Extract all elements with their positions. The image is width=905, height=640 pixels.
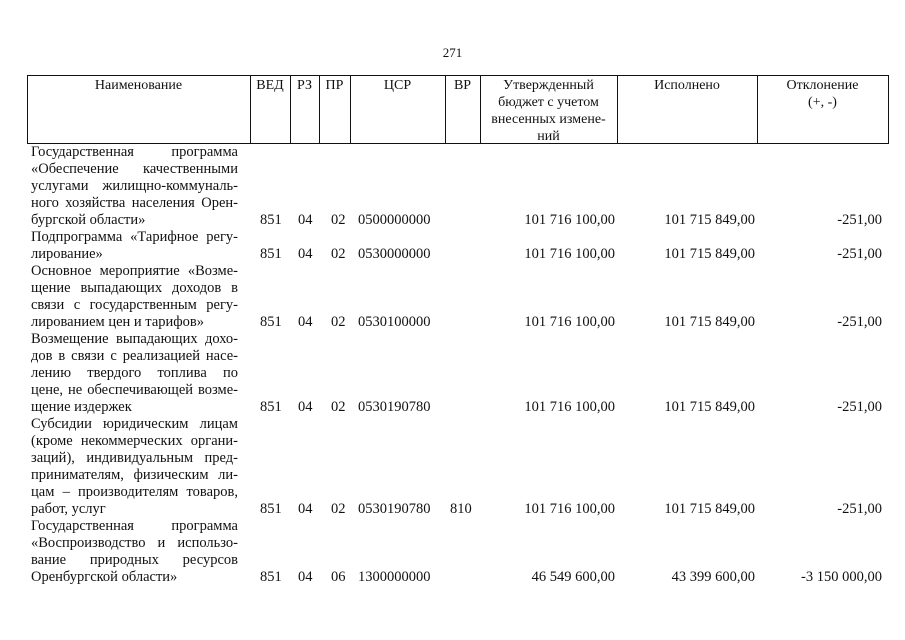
row-csr: 1300000000 xyxy=(358,569,431,585)
table-row xyxy=(0,229,905,263)
row-name-line: Субсидии юридическим лицам xyxy=(31,416,238,432)
row-name-line: «Обеспечение качественными xyxy=(31,161,238,177)
header-budget xyxy=(480,77,617,145)
header-budget-line: внесенных измене- xyxy=(491,112,606,127)
row-executed: 101 715 849,00 xyxy=(664,314,755,330)
table-row xyxy=(0,416,905,518)
row-name-line: щение издержек xyxy=(31,399,132,415)
row-ved: 851 xyxy=(260,246,282,262)
row-executed: 101 715 849,00 xyxy=(664,212,755,228)
row-deviation: -251,00 xyxy=(837,501,882,517)
row-csr: 0530000000 xyxy=(358,246,431,262)
row-executed: 101 715 849,00 xyxy=(664,501,755,517)
row-executed: 101 715 849,00 xyxy=(664,399,755,415)
row-name-line: щение выпадающих доходов в xyxy=(31,280,238,296)
row-name-line: принимателям, физическим ли- xyxy=(31,467,238,483)
row-name xyxy=(31,331,238,416)
row-name xyxy=(31,416,238,518)
row-budget: 101 716 100,00 xyxy=(524,246,615,262)
row-pr: 02 xyxy=(331,246,346,262)
row-deviation: -251,00 xyxy=(837,246,882,262)
header-deviation-line: Отклонение xyxy=(786,78,859,93)
row-budget: 101 716 100,00 xyxy=(524,212,615,228)
row-name-line: Государственная программа xyxy=(31,144,238,160)
table-row xyxy=(0,144,905,229)
row-name-line: заций), индивидуальным пред- xyxy=(31,450,238,466)
row-csr: 0530190780 xyxy=(358,399,431,415)
header-vr: ВР xyxy=(453,78,472,93)
row-name xyxy=(31,144,238,229)
row-name-line: «Воспроизводство и использо- xyxy=(31,535,238,551)
row-csr: 0500000000 xyxy=(358,212,431,228)
row-deviation: -251,00 xyxy=(837,212,882,228)
row-pr: 06 xyxy=(331,569,346,585)
header-rz: РЗ xyxy=(297,78,312,93)
row-rz: 04 xyxy=(298,212,313,228)
row-ved: 851 xyxy=(260,501,282,517)
row-pr: 02 xyxy=(331,212,346,228)
table-row xyxy=(0,263,905,331)
row-deviation: -251,00 xyxy=(837,399,882,415)
row-csr: 0530190780 xyxy=(358,501,431,517)
row-name-line: цене, не обеспечивающей возме- xyxy=(31,382,238,398)
row-budget: 46 549 600,00 xyxy=(531,569,615,585)
row-name xyxy=(31,518,238,586)
row-name-line: вание природных ресурсов xyxy=(31,552,238,568)
row-name-line: бургской области» xyxy=(31,212,146,228)
header-csr: ЦСР xyxy=(383,78,412,93)
row-deviation: -251,00 xyxy=(837,314,882,330)
row-name-line: Подпрограмма «Тарифное регу- xyxy=(31,229,238,245)
row-executed: 101 715 849,00 xyxy=(664,246,755,262)
header-deviation-line: (+, -) xyxy=(808,95,837,110)
row-rz: 04 xyxy=(298,314,313,330)
row-name-line: связи с государственным регу- xyxy=(31,297,238,313)
header-budget-line: Утвержденный xyxy=(503,78,594,93)
header-budget-line: бюджет с учетом xyxy=(498,95,599,110)
row-name xyxy=(31,229,238,263)
row-ved: 851 xyxy=(260,399,282,415)
table-row xyxy=(0,331,905,416)
header-name: Наименование xyxy=(94,78,183,93)
header-executed: Исполнено xyxy=(654,78,720,93)
row-budget: 101 716 100,00 xyxy=(524,501,615,517)
table-header xyxy=(27,75,889,144)
row-name-line: дов в связи с реализацией насе- xyxy=(31,348,238,364)
row-name-line: лению твердого топлива по xyxy=(31,365,238,381)
row-pr: 02 xyxy=(331,314,346,330)
row-executed: 43 399 600,00 xyxy=(671,569,755,585)
row-name xyxy=(31,263,238,331)
row-rz: 04 xyxy=(298,246,313,262)
row-ved: 851 xyxy=(260,314,282,330)
row-rz: 04 xyxy=(298,399,313,415)
row-deviation: -3 150 000,00 xyxy=(801,569,882,585)
header-ved: ВЕД xyxy=(256,78,284,93)
row-vr: 810 xyxy=(450,501,472,517)
row-ved: 851 xyxy=(260,569,282,585)
row-budget: 101 716 100,00 xyxy=(524,314,615,330)
row-name-line: Возмещение выпадающих дохо- xyxy=(31,331,238,347)
row-name-line: Оренбургской области» xyxy=(31,569,178,585)
header-budget-line: ний xyxy=(537,129,560,144)
row-pr: 02 xyxy=(331,399,346,415)
row-budget: 101 716 100,00 xyxy=(524,399,615,415)
row-name-line: ного хозяйства населения Орен- xyxy=(31,195,238,211)
row-name-line: лирование» xyxy=(31,246,103,262)
row-name-line: (кроме некоммерческих органи- xyxy=(31,433,238,449)
row-name-line: работ, услуг xyxy=(31,501,106,517)
row-rz: 04 xyxy=(298,501,313,517)
row-name-line: услугами жилищно-коммуналь- xyxy=(31,178,238,194)
header-deviation xyxy=(757,77,888,111)
row-csr: 0530100000 xyxy=(358,314,431,330)
row-name-line: лированием цен и тарифов» xyxy=(31,314,205,330)
row-pr: 02 xyxy=(331,501,346,517)
row-ved: 851 xyxy=(260,212,282,228)
table-row xyxy=(0,518,905,586)
header-pr: ПР xyxy=(325,78,344,93)
page-number: 271 xyxy=(442,45,463,60)
row-name-line: цам – производителям товаров, xyxy=(31,484,238,500)
row-rz: 04 xyxy=(298,569,313,585)
row-name-line: Основное мероприятие «Возме- xyxy=(31,263,238,279)
row-name-line: Государственная программа xyxy=(31,518,238,534)
